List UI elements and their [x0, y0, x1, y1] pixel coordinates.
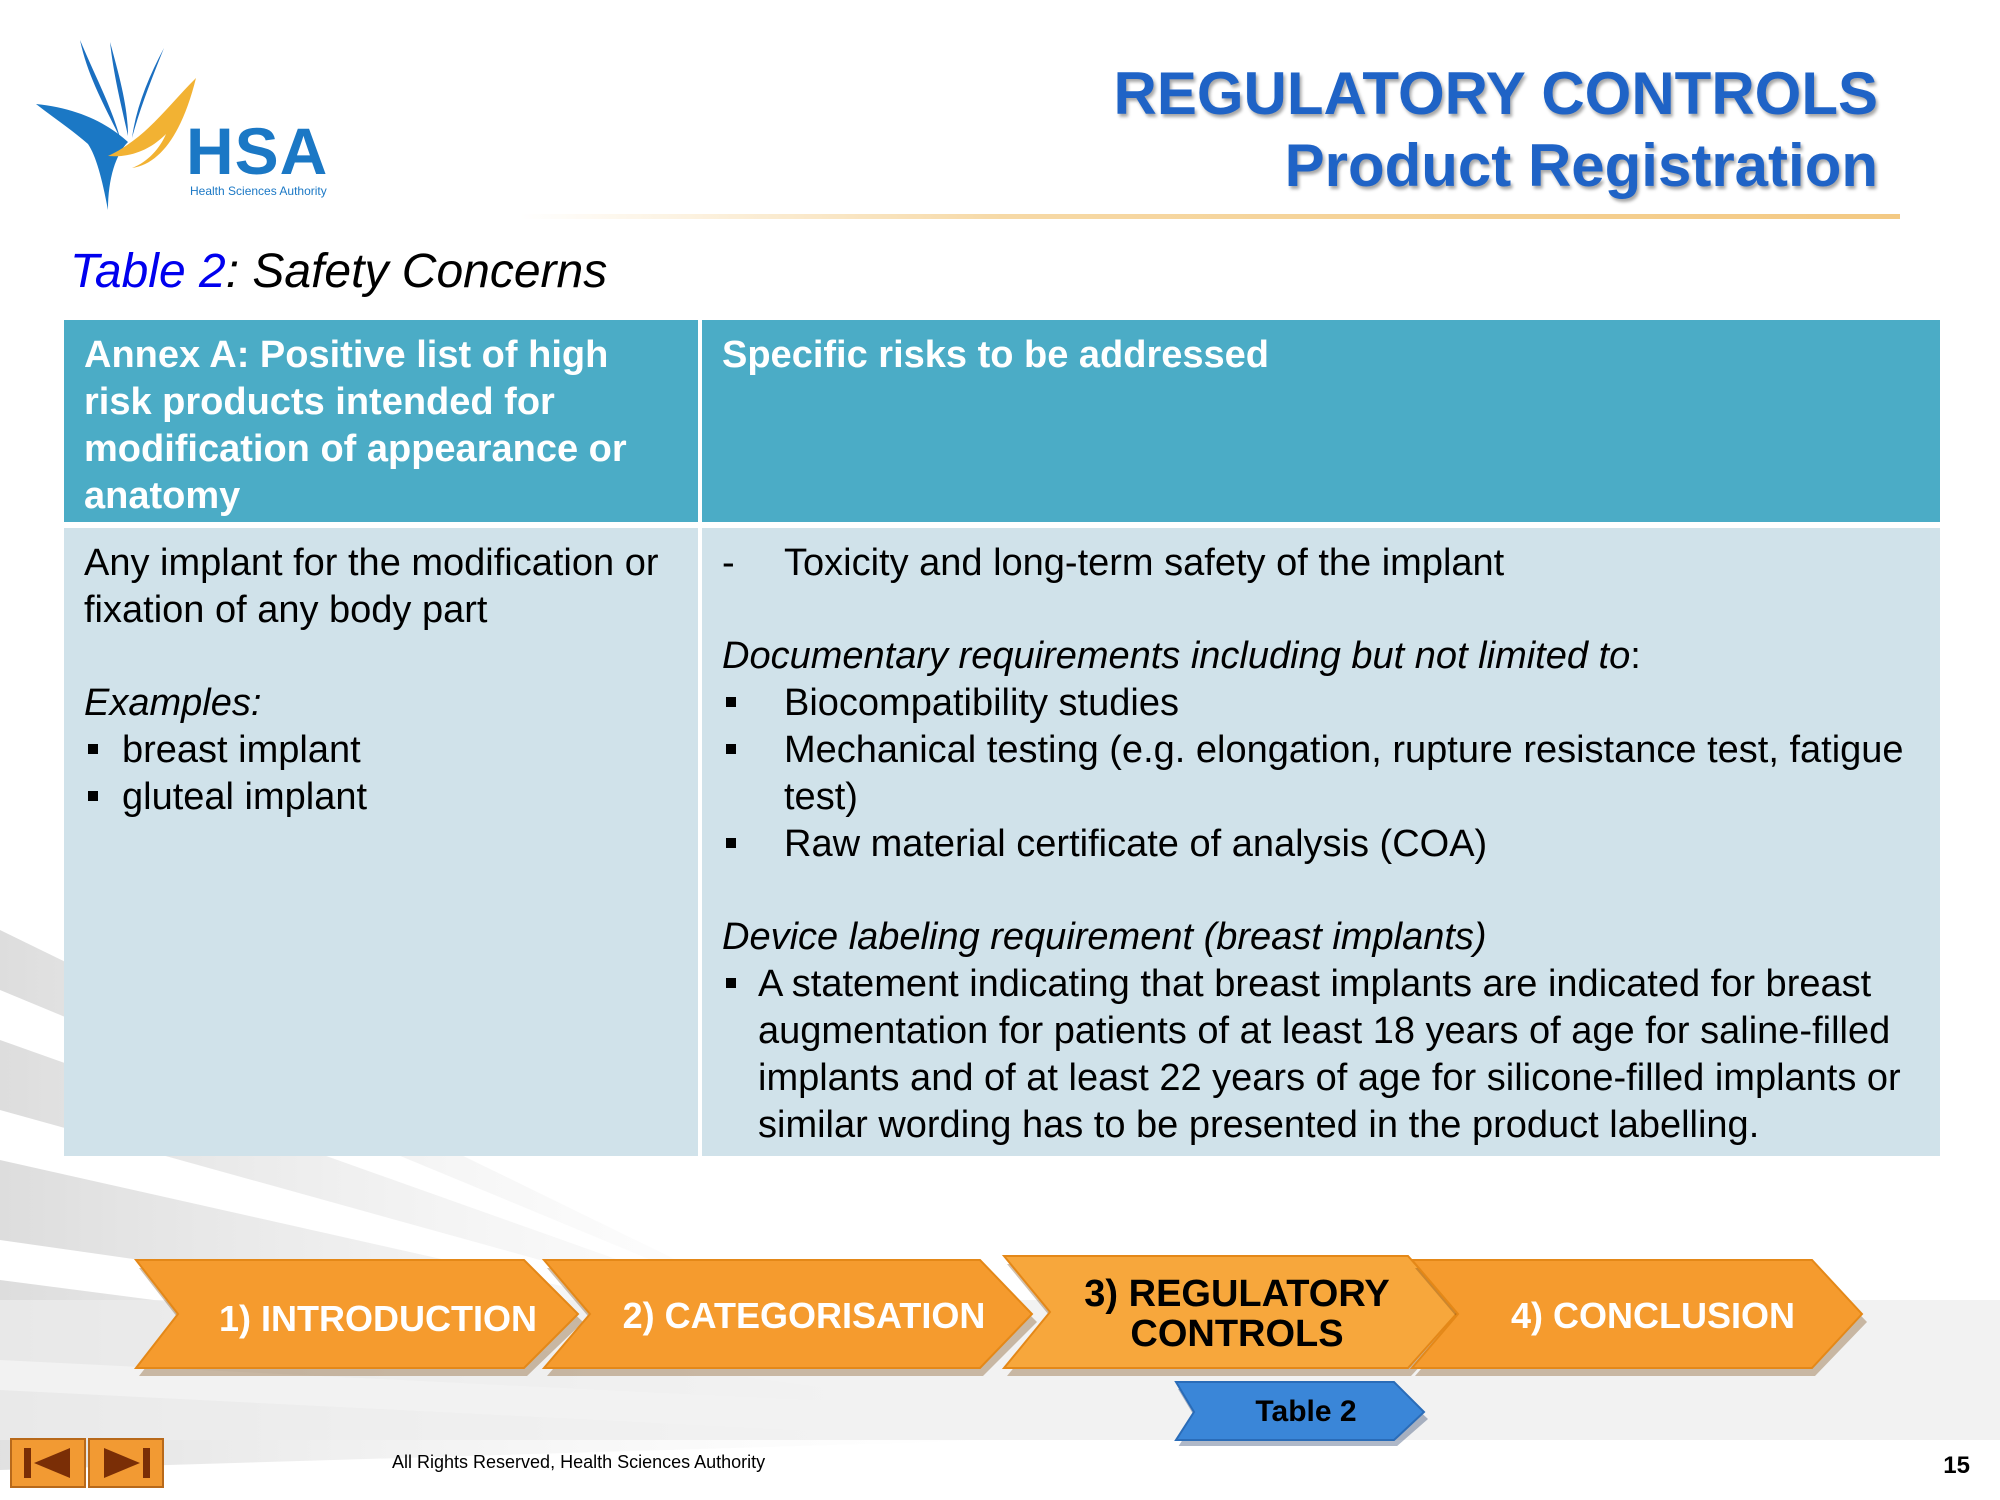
- list-item: [722, 680, 1920, 727]
- doc-requirements-heading: [722, 633, 1920, 680]
- list-item: [722, 821, 1920, 868]
- page-number: 15: [1943, 1452, 1970, 1479]
- product-description: Any implant for the modification or fixation of any body part: [84, 542, 659, 631]
- square-bullet-icon: [88, 791, 98, 801]
- nav-step-label: 1) INTRODUCTION: [219, 1298, 537, 1339]
- slide-title-line2: Product Registration: [1284, 132, 1878, 199]
- logo-wordmark: HSA: [186, 114, 329, 188]
- logo-subtitle: Health Sciences Authority: [190, 184, 327, 198]
- nav-step-label: 2) CATEGORISATION: [622, 1295, 986, 1336]
- square-bullet-icon: [726, 978, 736, 988]
- table-caption-ref: Table 2: [70, 245, 226, 298]
- example-item: gluteal implant: [122, 776, 368, 818]
- next-slide-button[interactable]: [88, 1438, 164, 1488]
- doc-requirements-label: Documentary requirements including but not limited to: [722, 635, 1631, 677]
- list-item: [84, 774, 678, 821]
- slide-title-line1: REGULATORY CONTROLS: [1113, 60, 1878, 127]
- nav-substep-label: Table 2: [1255, 1395, 1357, 1428]
- nav-step-label: 4) CONCLUSION: [1510, 1295, 1795, 1336]
- labeling-requirement-heading: Device labeling requirement (breast implants): [722, 916, 1487, 958]
- list-item: [84, 727, 678, 774]
- slide-title: [1114, 58, 1878, 202]
- doc-requirement-item: Mechanical testing (e.g. elongation, rupture resistance test, fatigue test): [784, 729, 1904, 818]
- dash-marker: -: [722, 542, 735, 584]
- table-header-risks: Specific risks to be addressed: [702, 320, 1940, 522]
- nav-step-regulatory-controls[interactable]: [1000, 1252, 1464, 1376]
- nav-substep-table-2[interactable]: [1172, 1378, 1430, 1446]
- list-item: [722, 540, 1920, 587]
- nav-step-label-active: 3) REGULATORY CONTROLS: [1084, 1273, 1390, 1355]
- previous-slide-icon: [10, 1438, 86, 1488]
- doc-requirements-colon: :: [1630, 635, 1641, 677]
- square-bullet-icon: [726, 744, 736, 754]
- table-header-annex: Annex A: Positive list of high risk products intended for modification of appearance or anatomy: [64, 320, 698, 522]
- nav-step-conclusion[interactable]: [1408, 1256, 1868, 1376]
- square-bullet-icon: [88, 744, 98, 754]
- labeling-requirement-item: A statement indicating that breast implants are indicated for breast augmentation for patients of at least 18 years of age for saline-filled implants and of at least 22 years of age for silicone-filled implants or similar wording has to be presented in the product labelling.: [758, 963, 1901, 1146]
- safety-concerns-table: [64, 320, 1940, 1156]
- doc-requirement-item: Biocompatibility studies: [784, 682, 1179, 724]
- table-cell-risks: [702, 528, 1940, 1156]
- hsa-logo: [36, 38, 356, 218]
- doc-requirement-item: Raw material certificate of analysis (COA): [784, 823, 1488, 865]
- table-cell-product: [64, 528, 698, 1156]
- list-item: [722, 961, 1920, 1149]
- square-bullet-icon: [726, 697, 736, 707]
- table-caption-title: : Safety Concerns: [225, 245, 608, 298]
- example-item: breast implant: [122, 729, 361, 771]
- list-item: [722, 727, 1920, 821]
- next-slide-icon: [88, 1438, 164, 1488]
- nav-step-introduction[interactable]: [132, 1256, 584, 1376]
- square-bullet-icon: [726, 838, 736, 848]
- previous-slide-button[interactable]: [10, 1438, 86, 1488]
- footer-copyright: All Rights Reserved, Health Sciences Authority: [392, 1452, 766, 1472]
- risk-item: Toxicity and long-term safety of the implant: [784, 542, 1505, 584]
- nav-step-categorisation[interactable]: [540, 1256, 1038, 1376]
- table-caption: [70, 244, 607, 300]
- header-divider: [520, 214, 1900, 219]
- examples-label: Examples:: [84, 682, 262, 724]
